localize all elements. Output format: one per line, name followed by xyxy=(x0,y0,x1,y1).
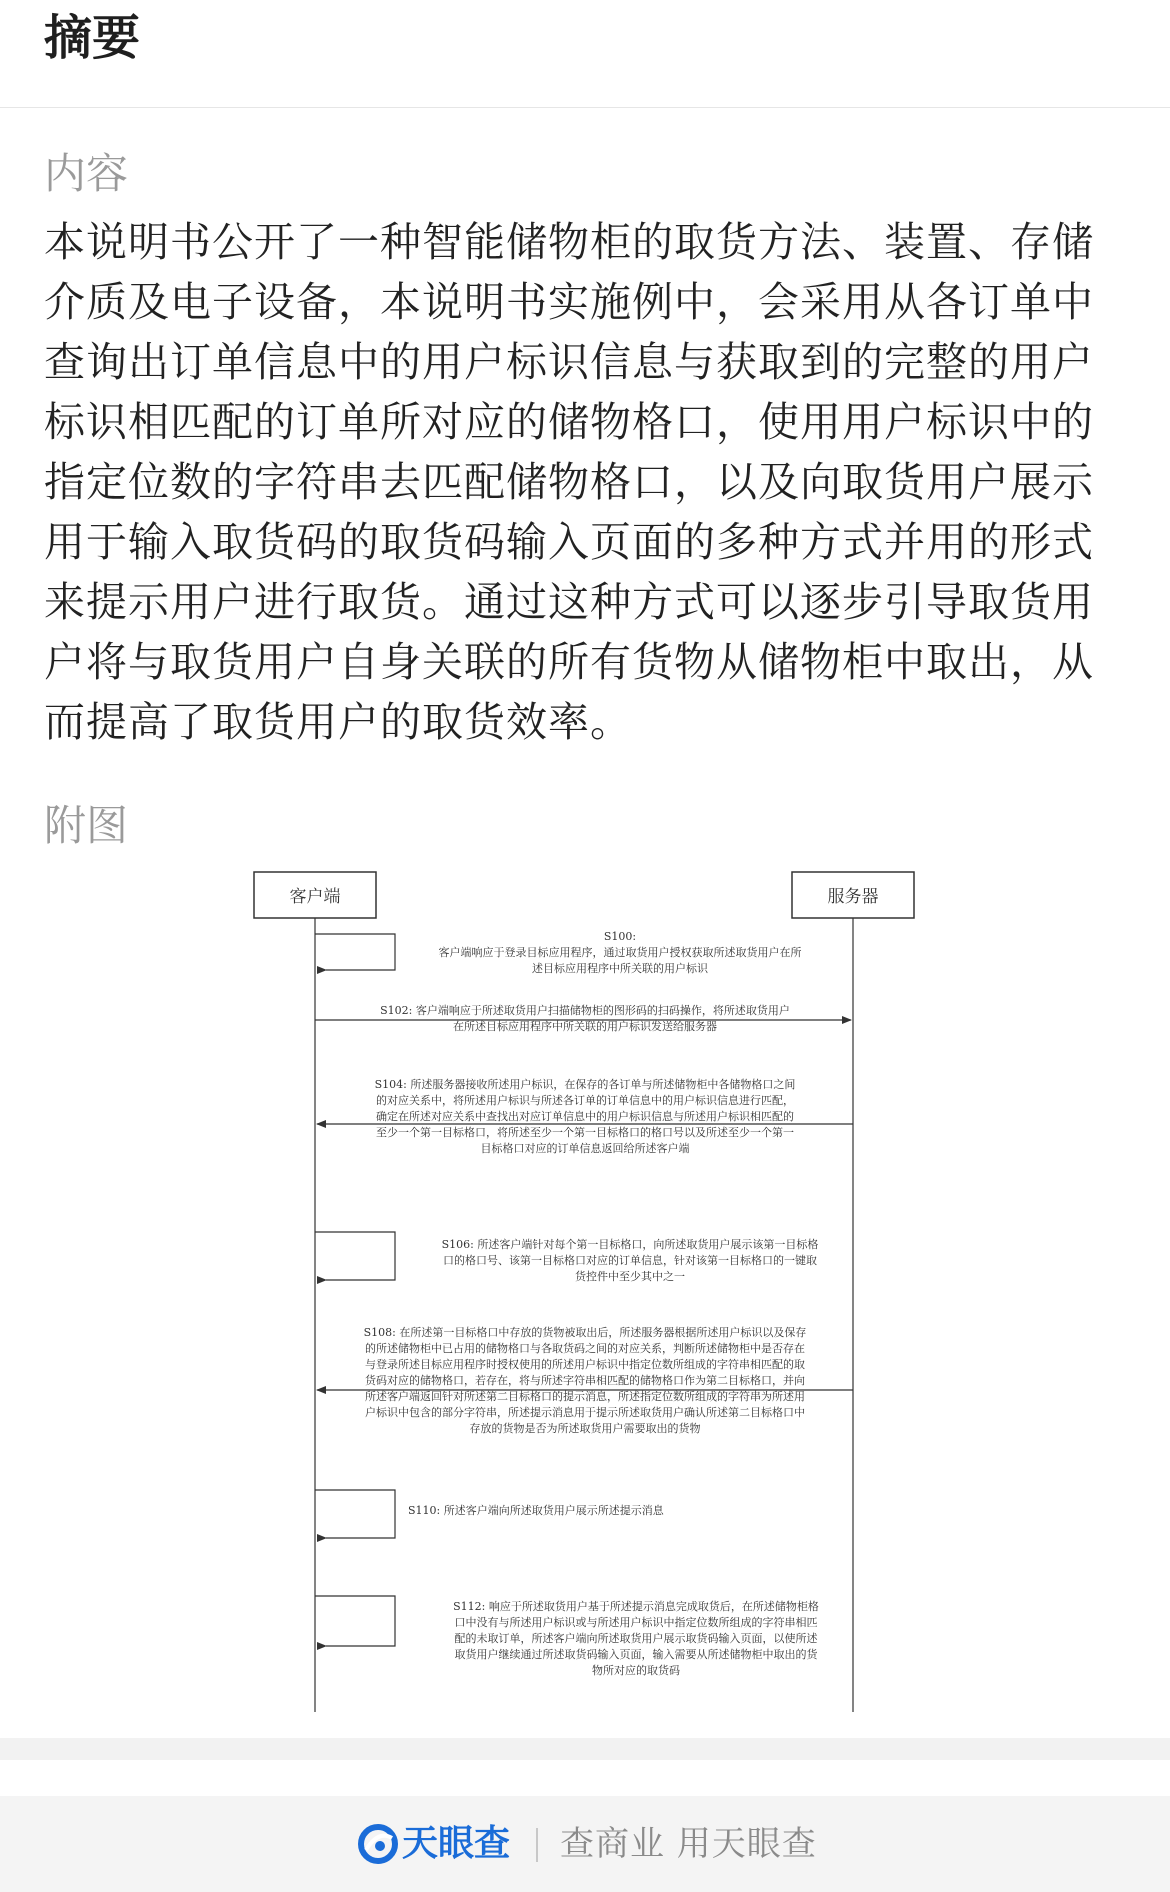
s100-text-line: 客户端响应于登录目标应用程序，通过取货用户授权获取所述取货用户在所 xyxy=(438,946,802,959)
server-participant-label: 服务器 xyxy=(827,887,879,907)
page-title: 摘要 xyxy=(44,10,141,66)
s100-text-line: S100: xyxy=(603,930,637,943)
s108-text-line: 所述客户端返回针对所述第二目标格口的提示消息，所述指定位数所组成的字符串为所述用 xyxy=(365,1390,805,1403)
s102-text-line: S102: 客户端响应于所述取货用户扫描储物柜的图形码的扫码操作，将所述取货用户 xyxy=(380,1004,790,1017)
s108-text-line: 货码对应的储物格口，若存在，将与所述字符串相匹配的储物格口作为第二目标格口，并向 xyxy=(365,1374,805,1387)
s104-text-line: 确定在所述对应关系中查找出对应订单信息中的用户标识信息与所述用户标识相匹配的 xyxy=(376,1110,794,1123)
s108-text-line: 存放的货物是否为所述取货用户需要取出的货物 xyxy=(469,1422,701,1435)
figure-section-label: 附图 xyxy=(44,801,129,850)
sequence-diagram-svg xyxy=(240,860,930,1715)
brand-name: 天眼查 xyxy=(402,1823,511,1864)
s100-self-arrow xyxy=(315,934,395,970)
s106-self-arrow xyxy=(315,1232,395,1280)
page-header xyxy=(0,0,1170,108)
section-divider-band xyxy=(0,1738,1170,1760)
s106-text-line: 货控件中至少其中之一 xyxy=(575,1270,685,1283)
abstract-text: 本说明书公开了一种智能储物柜的取货方法、装置、存储介质及电子设备，本说明书实施例中，会采用从各订单中查询出订单信息中的用户标识信息与获取到的完整的用户标识相匹配的订单所对应的储物格口，使用用户标识中的指定位数的字符串去匹配储物格口，以及向取货用户展示用于输入取货码的取货码输入页面的多种方式并用的形式来提示用户进行取货。通过这种方式可以逐步引导取货用户将与取货用户自身关联的所有货物从储物柜中取出，从而提高了取货用户的取货效率。 xyxy=(44,218,1094,746)
sequence-diagram[interactable] xyxy=(240,860,930,1715)
s106-text-line: 口的格口号、该第一目标格口对应的订单信息，针对该第一目标格口的一键取 xyxy=(443,1254,817,1267)
s110-self-arrow xyxy=(315,1490,395,1538)
s106-text-line: S106: 所述客户端针对每个第一目标格口，向所述取货用户展示该第一目标格 xyxy=(441,1238,819,1251)
s112-text-line: 取货用户继续通过所述取货码输入页面，输入需要从所述储物柜中取出的货 xyxy=(454,1648,818,1661)
s112-text-line: 配的未取订单，所述客户端向所述取货用户展示取货码输入页面，以使所述 xyxy=(454,1632,818,1645)
s112-self-arrow xyxy=(315,1596,395,1646)
s108-text-line: S108: 在所述第一目标格口中存放的货物被取出后，所述服务器根据所述用户标识以及保存 xyxy=(363,1326,807,1339)
s110-text-line: S110: 所述客户端向所述取货用户展示所述提示消息 xyxy=(408,1504,664,1517)
s104-text-line: 目标格口对应的订单信息返回给所述客户端 xyxy=(480,1142,690,1155)
s112-text-line: 口中没有与所述用户标识或与所述用户标识中指定位数所组成的字符串相匹 xyxy=(454,1616,818,1629)
client-participant-label: 客户端 xyxy=(289,887,341,907)
footer-divider xyxy=(536,1828,538,1862)
s102-text-line: 在所述目标应用程序中所关联的用户标识发送给服务器 xyxy=(453,1020,717,1033)
content-section-label: 内容 xyxy=(44,149,129,198)
s104-text-line: S104: 所述服务器接收所述用户标识，在保存的各订单与所述储物柜中各储物格口之间 xyxy=(374,1078,796,1091)
tianyancha-logo-icon xyxy=(358,1824,398,1864)
footer-banner[interactable] xyxy=(0,1796,1170,1892)
brand-slogan: 查商业 用天眼查 xyxy=(560,1824,817,1864)
s104-text-line: 的对应关系中，将所述用户标识与所述各订单的订单信息中的用户标识信息进行匹配， xyxy=(376,1094,794,1107)
s104-text-line: 至少一个第一目标格口，将所述至少一个第一目标格口的格口号以及所述至少一个第一 xyxy=(376,1126,794,1139)
s108-text-line: 户标识中包含的部分字符串，所述提示消息用于提示所述取货用户确认所述第二目标格口中 xyxy=(365,1406,805,1419)
s100-text-line: 述目标应用程序中所关联的用户标识 xyxy=(532,962,708,975)
brand-lockup[interactable] xyxy=(358,1818,510,1870)
s108-text-line: 的所述储物柜中已占用的储物格口与各取货码之间的对应关系，判断所述储物柜中是否存在 xyxy=(365,1342,805,1355)
s108-text-line: 与登录所述目标应用程序时授权使用的所述用户标识中指定位数所组成的字符串相匹配的取 xyxy=(365,1358,805,1371)
s112-text-line: S112: 响应于所述取货用户基于所述提示消息完成取货后，在所述储物柜格 xyxy=(453,1600,819,1613)
s112-text-line: 物所对应的取货码 xyxy=(592,1664,680,1677)
